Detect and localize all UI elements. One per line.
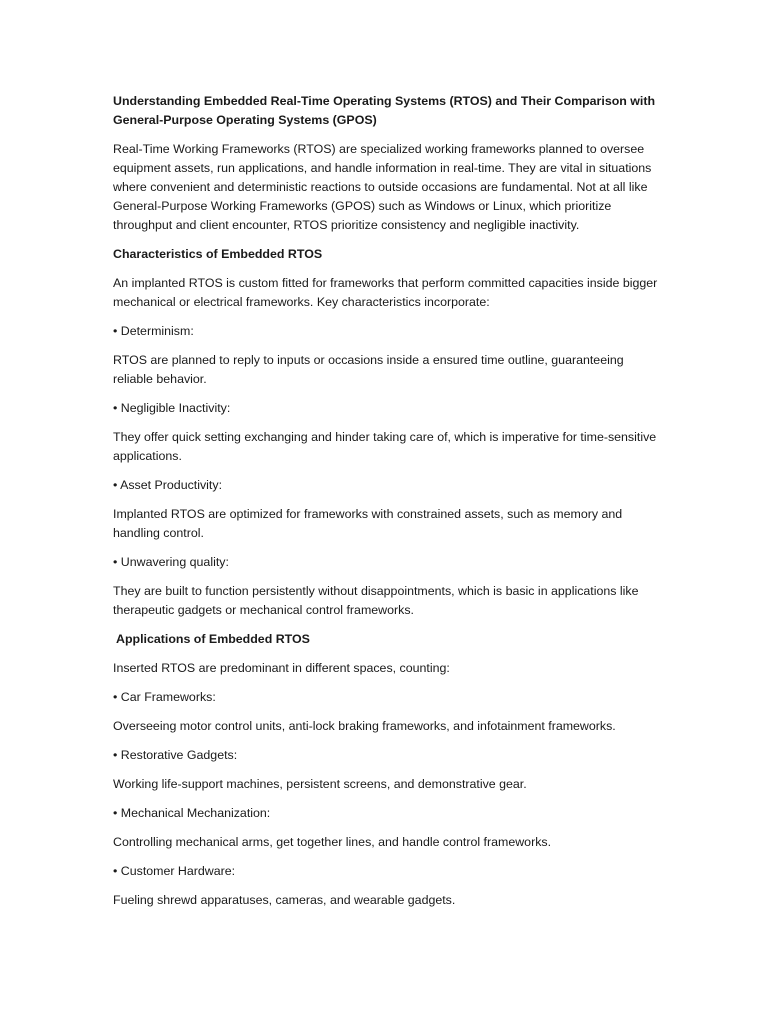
document-page — [113, 92, 658, 920]
bullet-text-mechanical-mechanization: Controlling mechanical arms, get together lines, and handle control frameworks. — [113, 835, 552, 849]
bullet-car-frameworks: • Car Frameworks: — [113, 690, 216, 704]
bullet-restorative-gadgets: • Restorative Gadgets: — [113, 748, 238, 762]
bullet-text-customer-hardware: Fueling shrewd apparatuses, cameras, and wearable gadgets. — [113, 893, 456, 907]
bullet-text-unwavering-quality: They are built to function persistently without disappointments, which is basic in applications like therapeutic gadgets or mechanical control frameworks. — [113, 584, 639, 617]
bullet-customer-hardware: • Customer Hardware: — [113, 864, 236, 878]
bullet-text-negligible-inactivity: They offer quick setting exchanging and hinder taking care of, which is imperative for time-sensitive applications. — [113, 430, 657, 463]
bullet-text-car-frameworks: Overseeing motor control units, anti-lock braking frameworks, and infotainment frameworks. — [113, 719, 616, 733]
intro-paragraph: Real-Time Working Frameworks (RTOS) are specialized working frameworks planned to oversee equipment assets, run applications, and handle information in real-time. They are vital in situations where convenient and deterministic reactions to outside occasions are fundamental. Not at all like General-Purpose Working Frameworks (GPOS) such as Windows or Linux, which prioritize throughput and client encounter, RTOS prioritize consistency and negligible inactivity. — [113, 142, 652, 232]
characteristics-intro: An implanted RTOS is custom fitted for frameworks that perform committed capacities inside bigger mechanical or electrical frameworks. Key characteristics incorporate: — [113, 276, 658, 309]
bullet-text-asset-productivity: Implanted RTOS are optimized for frameworks with constrained assets, such as memory and handling control. — [113, 507, 623, 540]
document-title: Understanding Embedded Real-Time Operating Systems (RTOS) and Their Comparison with General-Purpose Operating Systems (GPOS) — [113, 94, 656, 127]
bullet-determinism: • Determinism: — [113, 324, 194, 338]
bullet-text-restorative-gadgets: Working life-support machines, persistent screens, and demonstrative gear. — [113, 777, 527, 791]
bullet-asset-productivity: • Asset Productivity: — [113, 478, 223, 492]
applications-intro: Inserted RTOS are predominant in different spaces, counting: — [113, 661, 450, 675]
bullet-mechanical-mechanization: • Mechanical Mechanization: — [113, 806, 271, 820]
bullet-text-determinism: RTOS are planned to reply to inputs or occasions inside a ensured time outline, guaranteeing reliable behavior. — [113, 353, 624, 386]
bullet-negligible-inactivity: • Negligible Inactivity: — [113, 401, 231, 415]
section-heading-characteristics: Characteristics of Embedded RTOS — [113, 247, 323, 261]
section-heading-applications: Applications of Embedded RTOS — [116, 632, 310, 646]
bullet-unwavering-quality: • Unwavering quality: — [113, 555, 229, 569]
